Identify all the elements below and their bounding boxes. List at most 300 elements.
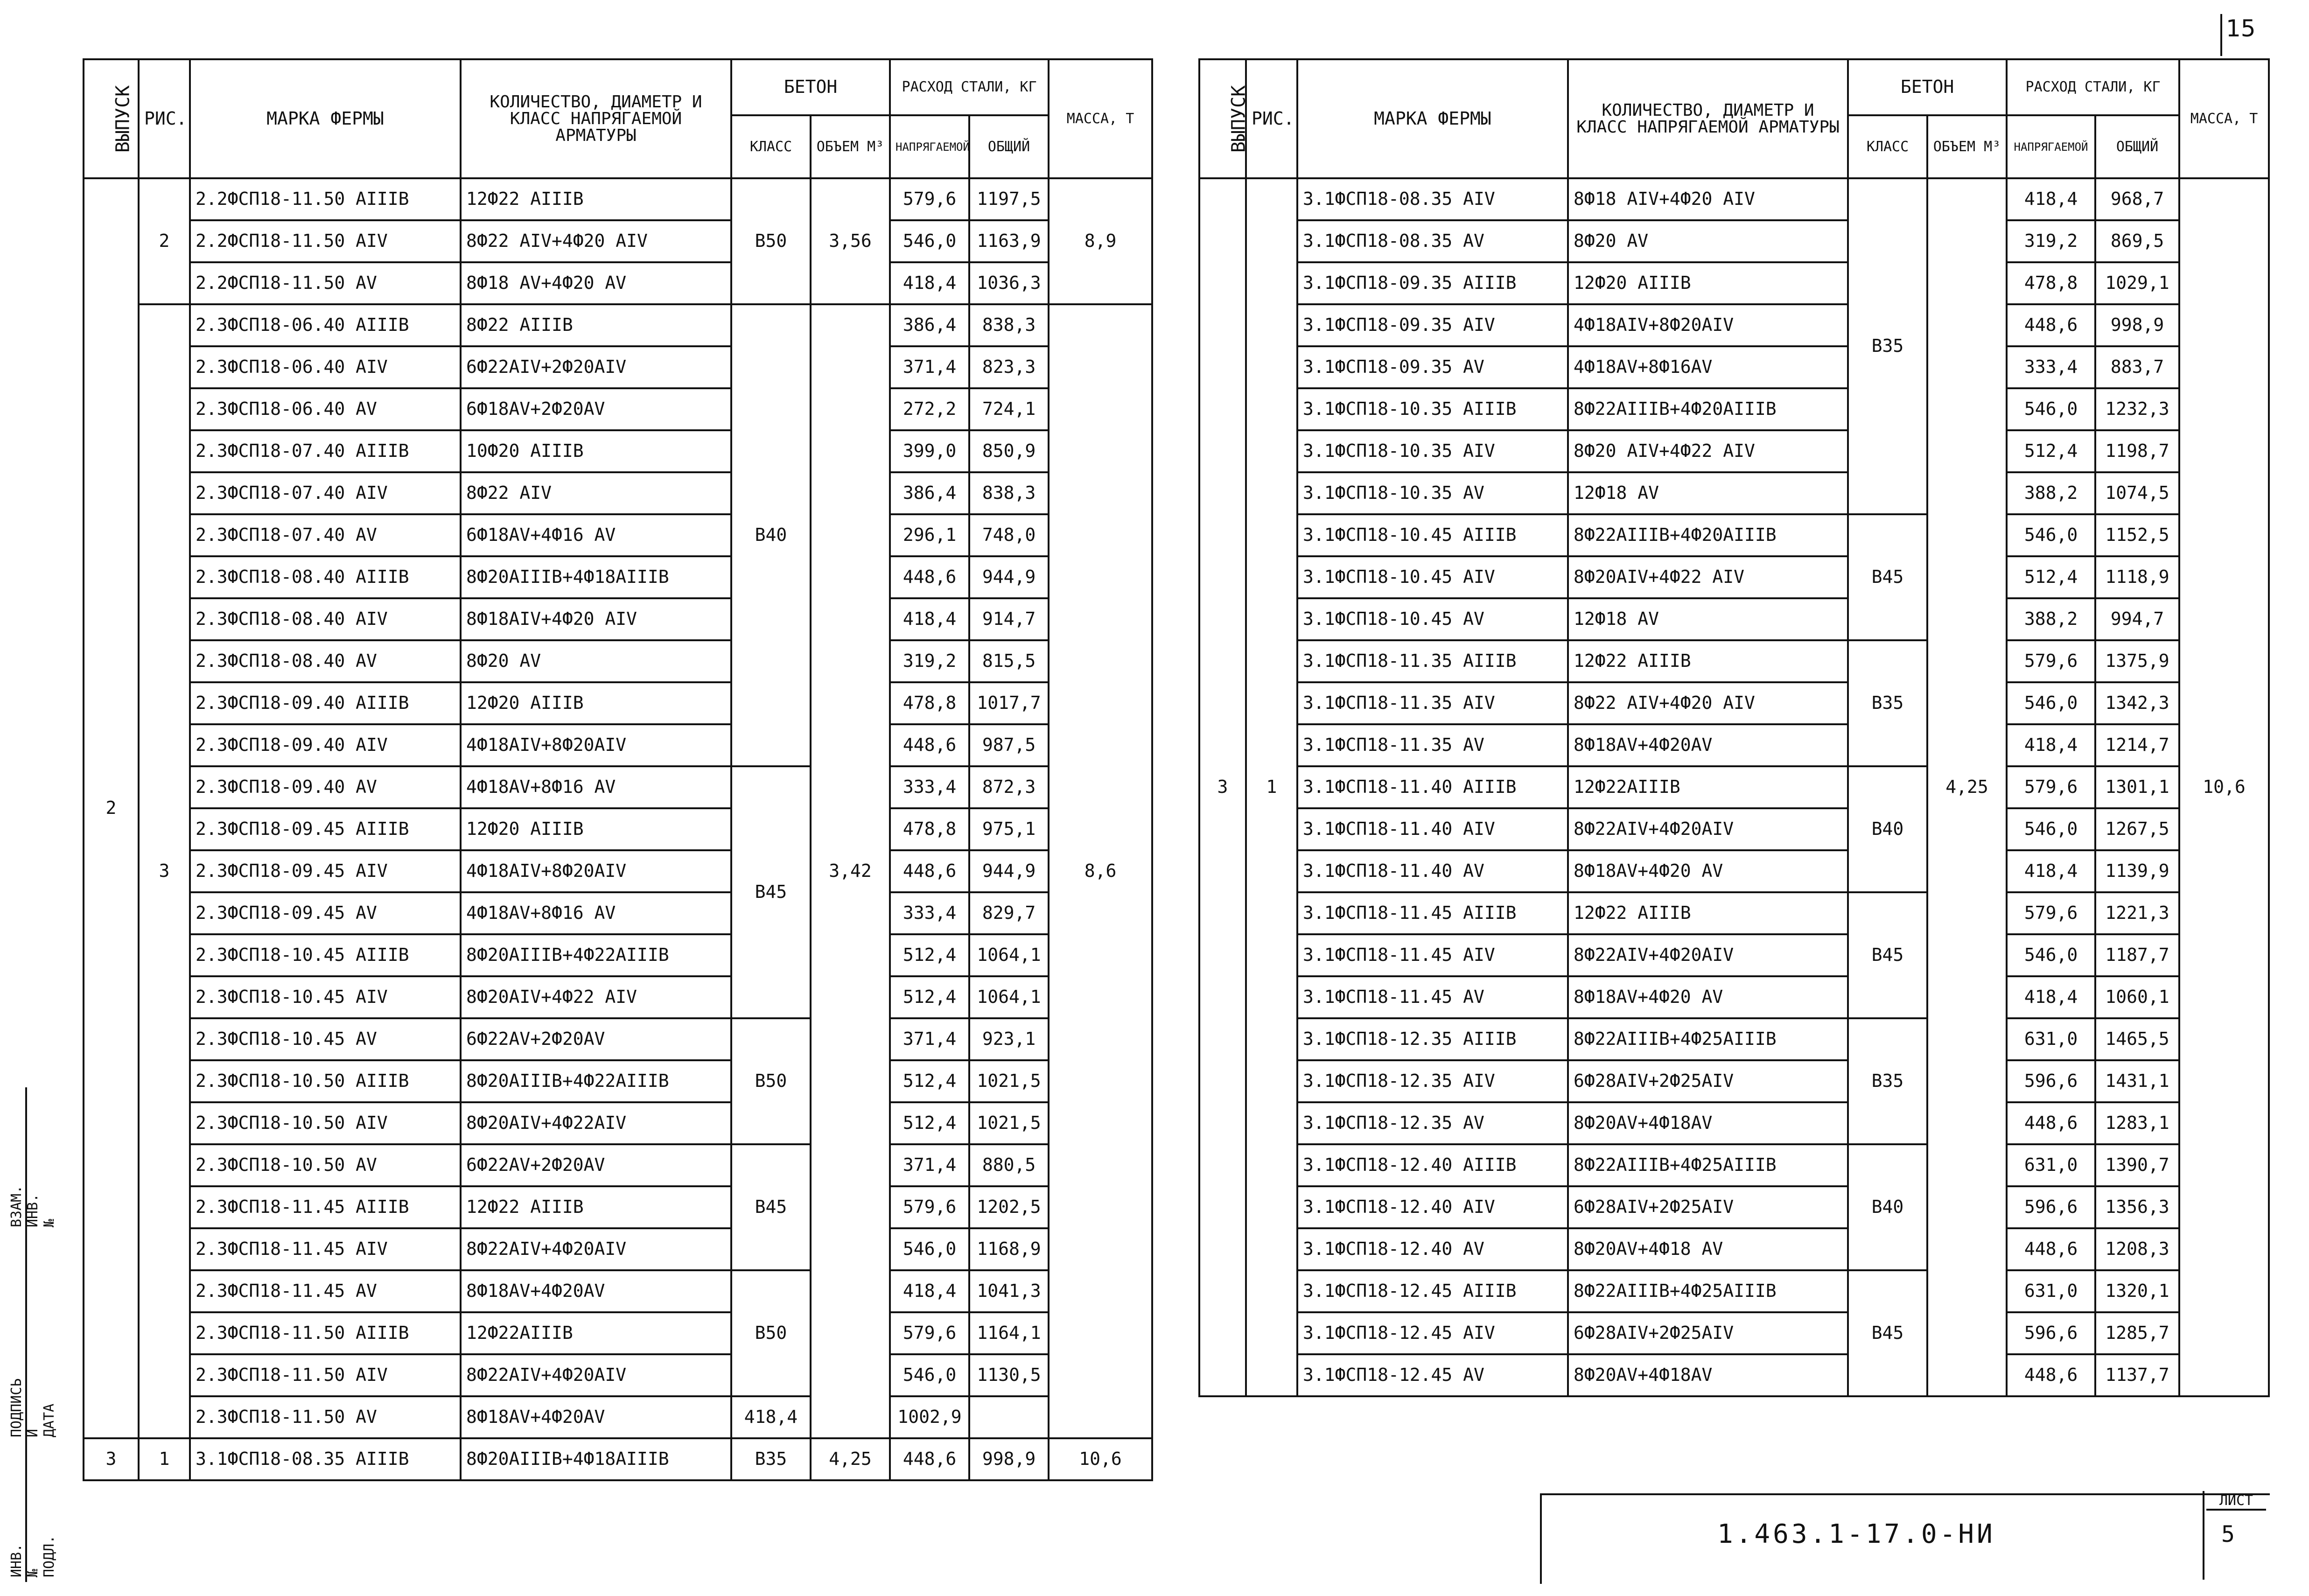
steel-prestressed: 546,0	[2007, 514, 2095, 556]
truss-mark: 3.1ФСП18-12.40 АV	[1297, 1228, 1568, 1270]
table-row	[1199, 1102, 2269, 1144]
steel-prestressed: 296,1	[890, 514, 969, 556]
steel-total: 944,9	[969, 556, 1049, 598]
reinforcement: 4Ф18АV+8Ф16 АV	[461, 766, 731, 808]
mass-cell: 10,6	[1049, 1438, 1152, 1480]
table-row	[1199, 220, 2269, 262]
table-row	[84, 1396, 1152, 1438]
table-row	[84, 850, 1152, 892]
left-truss-table	[83, 58, 1153, 1481]
steel-prestressed: 448,6	[2007, 1354, 2095, 1396]
header-reinforcement: КОЛИЧЕСТВО, ДИАМЕТР И КЛАСС НАПРЯГАЕМОЙ АРМАТУРЫ	[1568, 59, 1848, 178]
steel-total: 987,5	[969, 724, 1049, 766]
table-row	[1199, 598, 2269, 640]
concrete-class: B35	[731, 1438, 811, 1480]
truss-mark: 2.2ФСП18-11.50 АIV	[190, 220, 461, 262]
reinforcement: 12Ф18 АV	[1568, 472, 1848, 514]
steel-prestressed: 631,0	[2007, 1144, 2095, 1186]
table-row	[1199, 178, 2269, 220]
reinforcement: 12Ф22 АIIIВ	[1568, 892, 1848, 934]
steel-total: 1208,3	[2095, 1228, 2179, 1270]
steel-total: 1356,3	[2095, 1186, 2179, 1228]
truss-mark: 3.1ФСП18-11.45 АIIIВ	[1297, 892, 1568, 934]
reinforcement: 8Ф20АIV+4Ф22 АIV	[1568, 556, 1848, 598]
reinforcement: 8Ф20АIV+4Ф22АIV	[461, 1102, 731, 1144]
truss-mark: 2.3ФСП18-07.40 АIIIВ	[190, 430, 461, 472]
steel-total: 815,5	[969, 640, 1049, 682]
steel-prestressed: 546,0	[2007, 388, 2095, 430]
table-row	[1199, 304, 2269, 346]
steel-prestressed: 399,0	[890, 430, 969, 472]
table-row	[84, 766, 1152, 808]
table-row	[84, 640, 1152, 682]
table-row	[1199, 1144, 2269, 1186]
steel-total: 944,9	[969, 850, 1049, 892]
steel-prestressed: 371,4	[890, 1144, 969, 1186]
steel-total: 1320,1	[2095, 1270, 2179, 1312]
steel-prestressed: 418,4	[2007, 724, 2095, 766]
steel-prestressed: 512,4	[890, 934, 969, 976]
concrete-class: B45	[731, 766, 811, 1018]
steel-total: 823,3	[969, 346, 1049, 388]
table-row	[84, 1060, 1152, 1102]
concrete-class: B45	[1848, 892, 1927, 1018]
truss-mark: 2.3ФСП18-10.50 АIIIВ	[190, 1060, 461, 1102]
truss-mark: 3.1ФСП18-10.45 АIV	[1297, 556, 1568, 598]
steel-prestressed: 478,8	[890, 808, 969, 850]
steel-prestressed: 448,6	[890, 724, 969, 766]
header-mass: МАССА, Т	[1049, 59, 1152, 178]
truss-mark: 2.3ФСП18-10.50 АV	[190, 1144, 461, 1186]
steel-total: 1064,1	[969, 976, 1049, 1018]
reinforcement: 8Ф22АIIIВ+4Ф20АIIIВ	[1568, 514, 1848, 556]
steel-prestressed: 596,6	[2007, 1186, 2095, 1228]
reinforcement: 12Ф20 АIIIВ	[1568, 262, 1848, 304]
steel-total: 850,9	[969, 430, 1049, 472]
reinforcement: 12Ф18 АV	[1568, 598, 1848, 640]
steel-total: 1267,5	[2095, 808, 2179, 850]
steel-total: 998,9	[969, 1438, 1049, 1480]
table-row	[84, 1186, 1152, 1228]
table-row	[84, 346, 1152, 388]
reinforcement: 8Ф22АIV+4Ф20АIV	[461, 1354, 731, 1396]
truss-mark: 3.1ФСП18-11.35 АV	[1297, 724, 1568, 766]
reinforcement: 8Ф20 АV	[461, 640, 731, 682]
fig-cell: 1	[1246, 178, 1297, 1396]
table-row	[1199, 1060, 2269, 1102]
table-row	[1199, 808, 2269, 850]
steel-total: 1375,9	[2095, 640, 2179, 682]
reinforcement: 6Ф18АV+2Ф20АV	[461, 388, 731, 430]
steel-total: 1017,7	[969, 682, 1049, 724]
table-row	[84, 724, 1152, 766]
reinforcement: 12Ф22АIIIВ	[1568, 766, 1848, 808]
steel-total: 748,0	[969, 514, 1049, 556]
concrete-volume: 3,56	[811, 178, 890, 304]
truss-mark: 2.3ФСП18-10.45 АIV	[190, 976, 461, 1018]
steel-total: 1118,9	[2095, 556, 2179, 598]
table-row	[1199, 934, 2269, 976]
reinforcement: 8Ф18АV+4Ф20АV	[461, 1270, 731, 1312]
header-concrete: БЕТОН	[731, 59, 890, 115]
steel-prestressed: 388,2	[2007, 472, 2095, 514]
table-row	[1199, 892, 2269, 934]
header-steel-prestressed: НАПРЯГАЕМОЙ	[2007, 115, 2095, 178]
table-row	[84, 976, 1152, 1018]
steel-prestressed: 333,4	[2007, 346, 2095, 388]
table-row	[1199, 1270, 2269, 1312]
steel-total: 880,5	[969, 1144, 1049, 1186]
concrete-class: B40	[1848, 766, 1927, 892]
steel-total: 1021,5	[969, 1060, 1049, 1102]
concrete-volume: 4,25	[811, 1438, 890, 1480]
steel-prestressed: 546,0	[890, 1228, 969, 1270]
steel-prestressed: 319,2	[890, 640, 969, 682]
release-cell: 3	[84, 1438, 139, 1480]
steel-prestressed: 448,6	[2007, 1228, 2095, 1270]
header-steel-total: ОБЩИЙ	[969, 115, 1049, 178]
steel-prestressed: 579,6	[890, 1186, 969, 1228]
steel-prestressed: 319,2	[2007, 220, 2095, 262]
steel-total: 994,7	[2095, 598, 2179, 640]
reinforcement: 8Ф20АV+4Ф18АV	[1568, 1102, 1848, 1144]
truss-mark: 3.1ФСП18-12.45 АIV	[1297, 1312, 1568, 1354]
steel-total: 1431,1	[2095, 1060, 2179, 1102]
truss-mark: 3.1ФСП18-11.35 АIIIВ	[1297, 640, 1568, 682]
steel-total: 1164,1	[969, 1312, 1049, 1354]
reinforcement: 6Ф28АIV+2Ф25АIV	[1568, 1060, 1848, 1102]
table-row	[84, 262, 1152, 304]
sheet-number: 5	[2221, 1521, 2235, 1547]
reinforcement: 12Ф22 АIIIВ	[461, 178, 731, 220]
truss-mark: 2.3ФСП18-11.45 АIIIВ	[190, 1186, 461, 1228]
header-fig: РИС.	[1246, 59, 1297, 178]
steel-total: 1283,1	[2095, 1102, 2179, 1144]
side-stamp	[8, 1087, 57, 1582]
truss-mark: 2.2ФСП18-11.50 АIIIВ	[190, 178, 461, 220]
reinforcement: 4Ф18АV+8Ф16 АV	[461, 892, 731, 934]
truss-mark: 3.1ФСП18-09.35 АIV	[1297, 304, 1568, 346]
truss-mark: 2.3ФСП18-11.45 АIV	[190, 1228, 461, 1270]
truss-mark: 2.3ФСП18-09.40 АV	[190, 766, 461, 808]
steel-prestressed: 333,4	[890, 892, 969, 934]
page-number: 15	[2226, 15, 2256, 42]
steel-prestressed: 371,4	[890, 1018, 969, 1060]
steel-prestressed: 579,6	[890, 178, 969, 220]
header-steel: РАСХОД СТАЛИ, КГ	[890, 59, 1049, 115]
steel-prestressed: 546,0	[2007, 934, 2095, 976]
steel-total: 1168,9	[969, 1228, 1049, 1270]
steel-total: 1221,3	[2095, 892, 2179, 934]
steel-total: 1130,5	[969, 1354, 1049, 1396]
header-release: ВЫПУСК	[1199, 59, 1246, 178]
steel-prestressed: 546,0	[2007, 682, 2095, 724]
steel-prestressed: 512,4	[890, 1060, 969, 1102]
truss-mark: 2.3ФСП18-11.50 АIIIВ	[190, 1312, 461, 1354]
truss-mark: 3.1ФСП18-08.35 АIV	[1297, 178, 1568, 220]
steel-prestressed: 418,4	[890, 262, 969, 304]
reinforcement: 8Ф22АIIIВ+4Ф20АIIIВ	[1568, 388, 1848, 430]
steel-total: 1139,9	[2095, 850, 2179, 892]
steel-total: 998,9	[2095, 304, 2179, 346]
reinforcement: 8Ф20 АV	[1568, 220, 1848, 262]
truss-mark: 2.3ФСП18-10.45 АV	[190, 1018, 461, 1060]
truss-mark: 3.1ФСП18-11.40 АIV	[1297, 808, 1568, 850]
truss-mark: 3.1ФСП18-12.45 АV	[1297, 1354, 1568, 1396]
steel-total: 1390,7	[2095, 1144, 2179, 1186]
reinforcement: 8Ф20АIIIВ+4Ф18АIIIВ	[461, 556, 731, 598]
reinforcement: 8Ф18АV+4Ф20АV	[1568, 724, 1848, 766]
truss-mark: 3.1ФСП18-12.40 АIV	[1297, 1186, 1568, 1228]
truss-mark: 3.1ФСП18-11.35 АIV	[1297, 682, 1568, 724]
truss-mark: 3.1ФСП18-12.45 АIIIВ	[1297, 1270, 1568, 1312]
table-row	[1199, 766, 2269, 808]
steel-total: 1187,7	[2095, 934, 2179, 976]
truss-mark: 3.1ФСП18-12.40 АIIIВ	[1297, 1144, 1568, 1186]
reinforcement: 8Ф22АIIIВ+4Ф25АIIIВ	[1568, 1018, 1848, 1060]
steel-prestressed: 579,6	[890, 1312, 969, 1354]
steel-prestressed: 546,0	[890, 220, 969, 262]
truss-mark: 2.3ФСП18-08.40 АV	[190, 640, 461, 682]
steel-total: 1002,9	[890, 1396, 969, 1438]
reinforcement: 8Ф20АIIIВ+4Ф22АIIIВ	[461, 934, 731, 976]
reinforcement: 6Ф28АIV+2Ф25АIV	[1568, 1186, 1848, 1228]
steel-total: 829,7	[969, 892, 1049, 934]
truss-mark: 2.3ФСП18-10.50 АIV	[190, 1102, 461, 1144]
truss-mark: 3.1ФСП18-11.45 АIV	[1297, 934, 1568, 976]
top-corner-line	[2220, 14, 2222, 56]
reinforcement: 12Ф20 АIIIВ	[461, 682, 731, 724]
steel-prestressed: 386,4	[890, 304, 969, 346]
steel-prestressed: 418,4	[890, 598, 969, 640]
reinforcement: 8Ф18 АIV+4Ф20 АIV	[1568, 178, 1848, 220]
steel-total: 1214,7	[2095, 724, 2179, 766]
reinforcement: 10Ф20 АIIIВ	[461, 430, 731, 472]
reinforcement: 12Ф22 АIIIВ	[1568, 640, 1848, 682]
reinforcement: 6Ф22АV+2Ф20АV	[461, 1018, 731, 1060]
table-row	[1199, 1354, 2269, 1396]
table-row	[84, 220, 1152, 262]
reinforcement: 8Ф22АIIIВ+4Ф25АIIIВ	[1568, 1144, 1848, 1186]
reinforcement: 8Ф22АIV+4Ф20АIV	[1568, 934, 1848, 976]
concrete-class: B35	[1848, 178, 1927, 514]
truss-mark: 2.3ФСП18-09.40 АIV	[190, 724, 461, 766]
release-cell: 3	[1199, 178, 1246, 1396]
steel-prestressed: 579,6	[2007, 640, 2095, 682]
truss-mark: 2.3ФСП18-09.45 АIV	[190, 850, 461, 892]
truss-mark: 3.1ФСП18-10.35 АIIIВ	[1297, 388, 1568, 430]
truss-mark: 3.1ФСП18-12.35 АIV	[1297, 1060, 1568, 1102]
reinforcement: 6Ф28АIV+2Ф25АIV	[1568, 1312, 1848, 1354]
truss-mark: 3.1ФСП18-11.40 АV	[1297, 850, 1568, 892]
fig-cell: 2	[139, 178, 190, 304]
truss-mark: 3.1ФСП18-12.35 АV	[1297, 1102, 1568, 1144]
steel-total: 1064,1	[969, 934, 1049, 976]
table-row	[1199, 1312, 2269, 1354]
steel-total: 923,1	[969, 1018, 1049, 1060]
header-reinforcement: КОЛИЧЕСТВО, ДИАМЕТР И КЛАСС НАПРЯГАЕМОЙ АРМАТУРЫ	[461, 59, 731, 178]
reinforcement: 8Ф22 АIIIВ	[461, 304, 731, 346]
table-row	[1199, 850, 2269, 892]
steel-prestressed: 388,2	[2007, 598, 2095, 640]
steel-prestressed: 448,6	[2007, 304, 2095, 346]
header-mark: МАРКА ФЕРМЫ	[1297, 59, 1568, 178]
steel-total: 1285,7	[2095, 1312, 2179, 1354]
steel-total: 914,7	[969, 598, 1049, 640]
steel-prestressed: 512,4	[890, 1102, 969, 1144]
reinforcement: 12Ф22АIIIВ	[461, 1312, 731, 1354]
steel-prestressed: 333,4	[890, 766, 969, 808]
header-concrete-class: КЛАСС	[731, 115, 811, 178]
steel-prestressed: 631,0	[2007, 1270, 2095, 1312]
reinforcement: 8Ф20АV+4Ф18АV	[1568, 1354, 1848, 1396]
side-stamp-inv: ИНВ. № ПОДЛ.	[8, 1535, 57, 1577]
table-row	[84, 934, 1152, 976]
steel-prestressed: 512,4	[890, 976, 969, 1018]
steel-total: 1232,3	[2095, 388, 2179, 430]
reinforcement: 6Ф22АIV+2Ф20АIV	[461, 346, 731, 388]
table-row	[84, 1354, 1152, 1396]
header-fig: РИС.	[139, 59, 190, 178]
concrete-class: B35	[1848, 1018, 1927, 1144]
table-row	[1199, 1186, 2269, 1228]
reinforcement: 6Ф22АV+2Ф20АV	[461, 1144, 731, 1186]
reinforcement: 8Ф18АV+4Ф20АV	[461, 1396, 731, 1438]
steel-prestressed: 448,6	[890, 1438, 969, 1480]
table-row	[84, 1270, 1152, 1312]
truss-mark: 2.3ФСП18-09.40 АIIIВ	[190, 682, 461, 724]
steel-prestressed: 448,6	[890, 556, 969, 598]
concrete-class: B40	[1848, 1144, 1927, 1270]
reinforcement: 6Ф18АV+4Ф16 АV	[461, 514, 731, 556]
header-steel-prestressed: НАПРЯГАЕМОЙ	[890, 115, 969, 178]
header-concrete-volume: ОБЪЕМ М³	[1927, 115, 2007, 178]
steel-prestressed: 596,6	[2007, 1312, 2095, 1354]
truss-mark: 3.1ФСП18-11.40 АIIIВ	[1297, 766, 1568, 808]
steel-total: 975,1	[969, 808, 1049, 850]
truss-mark: 2.3ФСП18-06.40 АIV	[190, 346, 461, 388]
mass-cell: 8,9	[1049, 178, 1152, 304]
table-row	[1199, 1228, 2269, 1270]
concrete-volume: 4,25	[1927, 178, 2007, 1396]
table-row	[84, 1228, 1152, 1270]
header-steel-total: ОБЩИЙ	[2095, 115, 2179, 178]
release-cell: 2	[84, 178, 139, 1438]
steel-prestressed: 386,4	[890, 472, 969, 514]
steel-prestressed: 418,4	[2007, 976, 2095, 1018]
table-row	[84, 388, 1152, 430]
steel-prestressed: 478,8	[2007, 262, 2095, 304]
reinforcement: 12Ф22 АIIIВ	[461, 1186, 731, 1228]
header-concrete: БЕТОН	[1848, 59, 2007, 115]
truss-mark: 3.1ФСП18-10.35 АIV	[1297, 430, 1568, 472]
truss-mark: 2.3ФСП18-11.50 АIV	[190, 1354, 461, 1396]
concrete-volume: 3,42	[811, 304, 890, 1438]
table-row	[84, 514, 1152, 556]
reinforcement: 8Ф18АV+4Ф20 АV	[1568, 850, 1848, 892]
reinforcement: 8Ф18АIV+4Ф20 АIV	[461, 598, 731, 640]
steel-total: 1202,5	[969, 1186, 1049, 1228]
table-row	[84, 304, 1152, 346]
reinforcement: 8Ф22 АIV+4Ф20 АIV	[461, 220, 731, 262]
steel-total: 1137,7	[2095, 1354, 2179, 1396]
reinforcement: 8Ф20АV+4Ф18 АV	[1568, 1228, 1848, 1270]
steel-prestressed: 546,0	[890, 1354, 969, 1396]
steel-prestressed: 546,0	[2007, 808, 2095, 850]
truss-mark: 2.3ФСП18-07.40 АV	[190, 514, 461, 556]
table-row	[84, 178, 1152, 220]
concrete-class: B50	[731, 1018, 811, 1144]
truss-mark: 3.1ФСП18-09.35 АIIIВ	[1297, 262, 1568, 304]
truss-mark: 3.1ФСП18-10.45 АIIIВ	[1297, 514, 1568, 556]
truss-mark: 3.1ФСП18-08.35 АV	[1297, 220, 1568, 262]
steel-total: 1060,1	[2095, 976, 2179, 1018]
table-row	[1199, 724, 2269, 766]
truss-mark: 2.3ФСП18-08.40 АIV	[190, 598, 461, 640]
steel-total: 1465,5	[2095, 1018, 2179, 1060]
header-release: ВЫПУСК	[84, 59, 139, 178]
truss-mark: 2.3ФСП18-06.40 АIIIВ	[190, 304, 461, 346]
steel-total: 1021,5	[969, 1102, 1049, 1144]
concrete-class: B50	[731, 1270, 811, 1396]
mass-cell: 8,6	[1049, 304, 1152, 1438]
truss-mark: 2.3ФСП18-11.50 АV	[190, 1396, 461, 1438]
reinforcement: 8Ф22АIIIВ+4Ф25АIIIВ	[1568, 1270, 1848, 1312]
reinforcement: 4Ф18АIV+8Ф20АIV	[461, 724, 731, 766]
side-stamp-replace: ВЗАМ. ИНВ. №	[8, 1185, 57, 1227]
reinforcement: 8Ф20АIV+4Ф22 АIV	[461, 976, 731, 1018]
truss-mark: 2.3ФСП18-06.40 АV	[190, 388, 461, 430]
steel-prestressed: 448,6	[2007, 1102, 2095, 1144]
table-row	[1199, 388, 2269, 430]
table-row	[1199, 514, 2269, 556]
table-row	[84, 892, 1152, 934]
table-row	[84, 1102, 1152, 1144]
table-row	[84, 472, 1152, 514]
table-row	[1199, 682, 2269, 724]
steel-total: 1074,5	[2095, 472, 2179, 514]
sheet-label: ЛИСТ	[2206, 1492, 2266, 1511]
table-row	[84, 682, 1152, 724]
concrete-class: B45	[731, 1144, 811, 1270]
table-row	[1199, 346, 2269, 388]
table-row	[84, 1312, 1152, 1354]
steel-total: 1198,7	[2095, 430, 2179, 472]
truss-mark: 2.3ФСП18-11.45 АV	[190, 1270, 461, 1312]
reinforcement: 8Ф20АIIIВ+4Ф18АIIIВ	[461, 1438, 731, 1480]
right-truss-table	[1198, 58, 2270, 1397]
steel-total: 872,3	[969, 766, 1049, 808]
steel-prestressed: 418,4	[2007, 850, 2095, 892]
truss-mark: 3.1ФСП18-08.35 АIIIВ	[190, 1438, 461, 1480]
truss-mark: 2.3ФСП18-07.40 АIV	[190, 472, 461, 514]
reinforcement: 8Ф18АV+4Ф20 АV	[1568, 976, 1848, 1018]
steel-total: 1301,1	[2095, 766, 2179, 808]
header-concrete-class: КЛАСС	[1848, 115, 1927, 178]
steel-total: 1342,3	[2095, 682, 2179, 724]
table-row	[84, 808, 1152, 850]
steel-prestressed: 631,0	[2007, 1018, 2095, 1060]
truss-mark: 2.3ФСП18-08.40 АIIIВ	[190, 556, 461, 598]
table-row	[84, 1438, 1152, 1480]
table-row	[84, 1018, 1152, 1060]
header-mass: МАССА, Т	[2179, 59, 2269, 178]
steel-total: 869,5	[2095, 220, 2179, 262]
table-row	[84, 430, 1152, 472]
steel-prestressed: 272,2	[890, 388, 969, 430]
steel-total: 883,7	[2095, 346, 2179, 388]
truss-mark: 3.1ФСП18-10.45 АV	[1297, 598, 1568, 640]
